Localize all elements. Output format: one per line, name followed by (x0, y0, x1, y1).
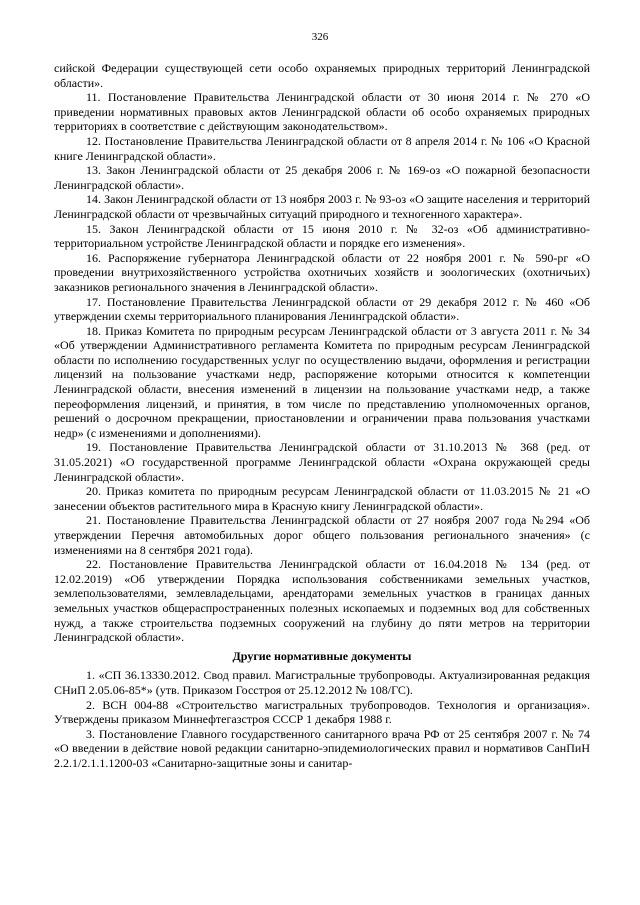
list-item-12: 12. Постановление Правительства Ленинградской области от 8 апреля 2014 г. № 106 «О Красной книге Ленинградской области». (54, 133, 590, 163)
list-item-16: 16. Распоряжение губернатора Ленинградской области от 22 ноября 2001 г. № 590-рг «О проведении внутрихозяйственного устройства охотничьих хозяйств и зоологических (охотничьих) заказников регионального значения в Ленинградской области». (54, 250, 590, 294)
paragraph-continuation: сийской Федерации существующей сети особо охраняемых природных территорий Ленинградской области». (54, 61, 590, 90)
document-body (54, 61, 590, 771)
list-item-22: 22. Постановление Правительства Ленинградской области от 16.04.2018 № 134 (ред. от 12.02.2019) «Об утверждении Порядка использования собственниками земельных участков, землепользователями, землевладельцами, арендаторами земельных участков в границах данных земельных участков общераспространенных полезных ископаемых и подземных вод для собственных нужд, а также строительства подземных сооружений на глубину до пяти метров на территории Ленинградской области». (54, 557, 590, 645)
section-heading: Другие нормативные документы (232, 648, 412, 663)
list-item-21: 21. Постановление Правительства Ленинградской области от 27 ноября 2007 года №294 «Об утверждении Перечня автомобильных дорог общего пользования регионального значения» (с изменениями на 8 сентября 2021 года). (54, 513, 590, 557)
list-item-15: 15. Закон Ленинградской области от 15 июня 2010 г. № 32-оз «Об административно-территориальном устройстве Ленинградской области и порядке его изменения». (54, 221, 590, 251)
list-item-14: 14. Закон Ленинградской области от 13 ноября 2003 г. № 93-оз «О защите населения и территорий Ленинградской области от чрезвычайных ситуаций природного и техногенного характера». (54, 192, 590, 221)
list-item-18: 18. Приказ Комитета по природным ресурсам Ленинградской области от 3 августа 2011 г. № 34 «Об утверждении Административного регламента Комитета по природным ресурсам Ленинградской области по исполнению государственных услуг по осуществлению выдачи, оформления и регистрации лицензий на пользование участками недр, распоряжение которыми относится к компетенции Ленинградской области, внесения изменений в лицензии на пользование участками недр, а также переоформления лицензий, и принятия, в том числе по представлению уполномоченных органов, решений о досрочном прекращении, приостановлении и ограничении права пользования участками недр» (с изменениями и дополнениями). (54, 323, 590, 440)
list-item-13: 13. Закон Ленинградской области от 25 декабря 2006 г. № 169-оз «О пожарной безопасности Ленинградской области». (54, 163, 590, 192)
list-item-20: 20. Приказ комитета по природным ресурсам Ленинградской области от 11.03.2015 № 21 «О занесении объектов растительного мира в Красную книгу Ленинградской области». (54, 484, 590, 513)
other-doc-item-2: 2. ВСН 004-88 «Строительство магистральных трубопроводов. Технология и организация». Утверждены приказом Миннефтегазстроя СССР 1 декабря 1988 г. (54, 697, 590, 727)
other-doc-item-3: 3. Постановление Главного государственного санитарного врача РФ от 25 сентября 2007 г. № 74 «О введении в действие новой редакции санитарно-эпидемиологических правил и нормативов СанПиН 2.2.1/2.1.1.1200-03 «Санитарно-защитные зоны и санитар- (54, 726, 590, 770)
page-number: 326 (311, 31, 329, 43)
other-doc-item-1: 1. «СП 36.13330.2012. Свод правил. Магистральные трубопроводы. Актуализированная редакция СНиП 2.05.06-85*» (утв. Приказом Госстроя от 25.12.2012 № 108/ГС). (54, 668, 590, 697)
list-item-17: 17. Постановление Правительства Ленинградской области от 29 декабря 2012 г. № 460 «Об утверждении схемы территориального планирования Ленинградской области». (54, 294, 590, 324)
list-item-11: 11. Постановление Правительства Ленинградской области от 30 июня 2014 г. № 270 «О приведении нормативных правовых актов Ленинградской области об особо охраняемых природных территориях в соответствие с действующим законодательством». (54, 90, 590, 134)
list-item-19: 19. Постановление Правительства Ленинградской области от 31.10.2013 № 368 (ред. от 31.05.2021) «О государственной программе Ленинградской области «Охрана окружающей среды Ленинградской области». (54, 440, 590, 484)
